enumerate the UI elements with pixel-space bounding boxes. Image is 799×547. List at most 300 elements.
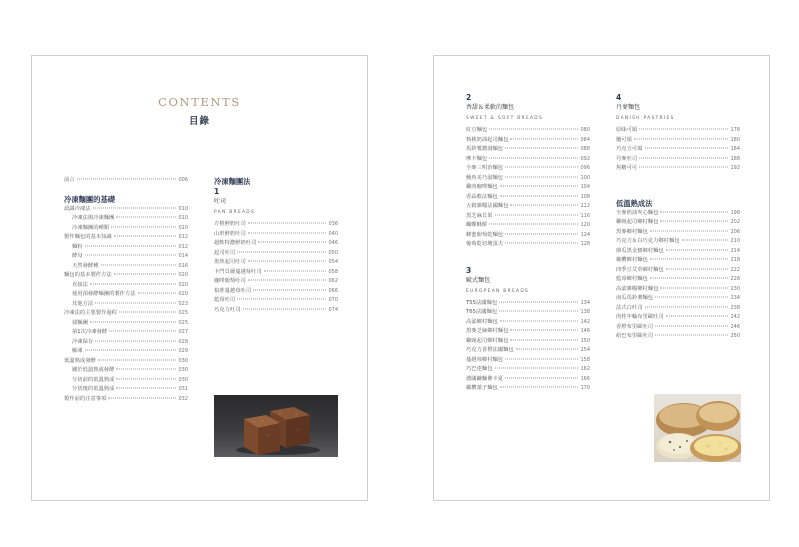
toc-entry (64, 385, 188, 395)
toc-entry-page: 210 (730, 238, 740, 244)
toc-entry-title: 黑芝麻貝果 (466, 212, 493, 219)
toc-entry-page: 023 (178, 300, 188, 307)
toc-entry (64, 395, 188, 405)
section-number: 2 (466, 93, 472, 102)
dot-leader (500, 320, 579, 321)
toc-entry (466, 231, 590, 241)
toc-entry (466, 346, 590, 356)
section-heading: 冷凍麵團法 (214, 177, 251, 186)
section-title: 丹麥麵包 (616, 104, 641, 111)
dot-leader (645, 148, 729, 149)
toc-entry (466, 337, 590, 347)
toc-entry (466, 240, 590, 250)
toc-entry-title: 酵母 (72, 253, 83, 259)
toc-entry-title: 高粱鄉村麵包 (466, 318, 498, 325)
toc-entry-title: 低溫熟成發酵 (64, 357, 96, 364)
toc-entry (616, 313, 740, 323)
toc-entry-page: 222 (730, 266, 740, 273)
toc-entry (616, 294, 740, 304)
toc-entry-page: 010 (178, 224, 188, 231)
dot-leader (95, 340, 176, 341)
toc-entry (466, 193, 590, 203)
toc-entry-title: 肉桂年輪布里歐吐司 (616, 314, 664, 320)
dot-leader (85, 255, 177, 256)
toc-entry (214, 249, 338, 259)
toc-entry-page: 192 (730, 165, 740, 171)
toc-entry (466, 202, 590, 212)
toc-entry-title: 丹麥吐司 (616, 155, 638, 162)
toc-entry-page: 120 (580, 222, 590, 228)
toc-entry-page: 046 (328, 240, 338, 246)
dot-leader (510, 138, 578, 139)
dot-leader (505, 243, 578, 244)
toc-entry-page: 134 (580, 299, 590, 306)
toc-column-sweet-european (466, 93, 590, 394)
toc-entry-page: 250 (730, 333, 740, 339)
toc-entry-page: 246 (730, 323, 740, 330)
toc-entry-title: 藍莓吐司 (214, 297, 236, 303)
toc-entry (214, 287, 338, 297)
toc-entry (616, 275, 740, 285)
toc-entry-page: 230 (730, 285, 740, 292)
toc-entry-page: 206 (730, 228, 740, 235)
toc-entry-page: 054 (328, 259, 338, 265)
toc-entry-title: 雞肉咖哩麵包 (466, 184, 498, 190)
dot-leader (248, 232, 327, 233)
dot-leader (666, 316, 729, 317)
section-title-english: DANISH PASTRIES (616, 116, 675, 121)
toc-entry-page: 142 (580, 318, 590, 325)
toc-entry-title: 麵粉 (72, 243, 83, 250)
dot-leader (666, 268, 729, 269)
dot-leader (500, 387, 579, 388)
toc-entry (466, 365, 590, 375)
dot-leader (499, 301, 578, 302)
dot-leader (114, 236, 177, 237)
toc-entry (64, 176, 188, 186)
dot-leader (650, 259, 729, 260)
dot-leader (682, 240, 729, 241)
toc-entry-title: 黑麥鄉村麵包 (616, 228, 648, 235)
toc-entry (214, 239, 338, 249)
toc-entry-title: 節瓜黑金寶鄉村麵包 (616, 247, 664, 254)
toc-entry-title: 咖啡葡萄吐司 (214, 278, 246, 284)
toc-entry (616, 237, 740, 247)
toc-entry-page: 036 (328, 221, 338, 227)
dot-leader (505, 358, 578, 359)
toc-entry-title: 香橙布里歐吐司 (616, 323, 654, 330)
toc-entry (64, 233, 188, 243)
toc-entry-page: 020 (178, 281, 188, 288)
dot-leader (499, 311, 578, 312)
toc-entry (466, 318, 590, 328)
toc-entry-page: 214 (730, 247, 740, 254)
toc-column-danish-low-temp (616, 93, 740, 342)
toc-entry-page: 014 (178, 253, 188, 259)
toc-entry-title: 鮪魚美乃滋麵包 (466, 174, 504, 181)
toc-entry-title: 巧克力＆白巧克力鄉村麵包 (616, 238, 680, 244)
toc-entry-page: 030 (178, 357, 188, 364)
toc-entry-page: 158 (580, 356, 590, 363)
toc-column-freezing-method (214, 176, 338, 315)
section-title: 吐司 (214, 198, 227, 205)
section-title-english: SWEET & SOFT BREADS (466, 116, 544, 121)
toc-entry-title: 德國鹼麵佛卡夏 (466, 375, 504, 382)
dot-leader (655, 325, 728, 326)
dot-leader (248, 280, 327, 281)
toc-entry (466, 174, 590, 184)
toc-entry (616, 209, 740, 219)
chocolate-bread-photo (214, 395, 338, 457)
dot-leader (111, 226, 176, 227)
toc-entry (214, 258, 338, 268)
toc-entry-page: 020 (178, 272, 188, 278)
dot-leader (505, 176, 578, 177)
toc-entry-title: 卡門貝爾蔓越莓吐司 (214, 268, 262, 275)
toc-entry-page: 238 (730, 304, 740, 311)
toc-entry-page: 202 (730, 219, 740, 225)
toc-entry-title: 巧克力吐司 (214, 306, 241, 313)
section-spacer (64, 186, 188, 194)
toc-entry-title: 焦糖可可 (616, 165, 638, 171)
dot-leader (655, 335, 728, 336)
toc-entry-title: 藍莓鄉村麵包 (616, 276, 648, 282)
section-title-english: PAN BREADS (214, 210, 256, 215)
dot-leader (650, 230, 729, 231)
toc-entry (64, 357, 188, 367)
toc-entry-title: 南瓜馬鈴薯麵包 (616, 295, 654, 301)
toc-entry-title: 全麥奶油夾心麵包 (616, 209, 659, 216)
toc-entry (466, 221, 590, 231)
toc-entry (64, 328, 188, 338)
toc-entry-page: 080 (580, 127, 590, 133)
section-number: 1 (214, 187, 220, 196)
dot-leader (253, 289, 326, 290)
dot-leader (90, 321, 177, 322)
dot-leader (237, 251, 326, 252)
toc-entry-title: 冷凍法的主要製作過程 (64, 310, 117, 316)
toc-entry-title: 鹽可頌 (616, 136, 632, 143)
toc-entry (466, 164, 590, 174)
toc-entry (466, 356, 590, 366)
toc-entry-title: T55法國麵包 (466, 299, 498, 306)
toc-entry-page: 074 (328, 306, 338, 313)
toc-entry-page: 025 (178, 319, 188, 326)
dot-leader (639, 167, 728, 168)
toc-entry (466, 136, 590, 146)
section-title: 歐式麵包 (466, 276, 491, 284)
toc-entry (64, 366, 188, 376)
toc-entry-page: 006 (178, 177, 188, 183)
dot-leader (655, 297, 728, 298)
toc-entry-title: 摩卡麵包 (466, 155, 488, 162)
dot-leader (237, 299, 326, 300)
toc-entry (616, 126, 740, 136)
dot-leader (77, 179, 177, 180)
dot-leader (495, 368, 579, 369)
toc-entry (616, 256, 740, 266)
toc-entry (616, 218, 740, 228)
toc-entry-title: 前言 (64, 177, 75, 183)
toc-entry-title: 葡萄乾切塊蛋夫 (466, 241, 504, 247)
toc-entry-page: 020 (178, 291, 188, 297)
toc-entry-title: 巧克力可頌 (616, 146, 643, 152)
toc-entry-page: 040 (328, 230, 338, 237)
toc-entry-page: 092 (580, 155, 590, 162)
toc-entry (616, 136, 740, 146)
toc-entry-title: 四季豆艾草鄉村麵包 (616, 266, 664, 273)
dot-leader (634, 138, 729, 139)
toc-entry-page: 170 (580, 385, 590, 391)
toc-entry (64, 309, 188, 319)
toc-entry (64, 271, 188, 281)
toc-entry-title: 認識冷凍法 (64, 205, 91, 212)
bread-photo (654, 394, 741, 462)
toc-entry-title: 冷凍法與冷凍麵團 (72, 215, 115, 221)
toc-entry (214, 268, 338, 278)
toc-entry-page: 198 (730, 209, 740, 216)
toc-entry-page: 162 (580, 366, 590, 372)
toc-entry-page: 138 (580, 309, 590, 315)
dot-leader (505, 148, 578, 149)
toc-entry-title: 山形鮮奶吐司 (214, 230, 246, 237)
section-number: 3 (466, 265, 472, 275)
section-spacer (616, 174, 740, 182)
toc-entry-title: 超軟特濃鮮奶吐司 (214, 240, 257, 246)
toc-entry-page: 066 (328, 287, 338, 294)
toc-entry-page: 027 (178, 329, 188, 335)
toc-entry (616, 266, 740, 276)
dot-leader (660, 221, 728, 222)
dot-leader (116, 217, 176, 218)
toc-entry (616, 145, 740, 155)
toc-entry-title: 墨魚起司吐司 (214, 259, 246, 265)
toc-entry-title: 蝴蝶酥餅 (466, 222, 488, 228)
dot-leader (108, 397, 176, 398)
section-heading: 低溫熟成法 (616, 198, 653, 208)
toc-entry (64, 224, 188, 234)
toc-entry-title: 冷凍麵團的種類 (72, 224, 110, 231)
right-page (433, 55, 770, 501)
dot-leader (645, 306, 729, 307)
toc-entry-title: 巧巴達麵包 (466, 366, 493, 372)
toc-entry-page: 104 (580, 184, 590, 190)
dot-leader (264, 270, 327, 271)
toc-entry (466, 126, 590, 136)
dot-leader (101, 264, 177, 265)
toc-entry (64, 347, 188, 357)
toc-entry (466, 183, 590, 193)
toc-entry-title: 原味可頌 (616, 127, 638, 133)
toc-entry-page: 010 (178, 215, 188, 221)
toc-entry-page: 029 (178, 348, 188, 354)
toc-entry-page: 096 (580, 165, 590, 171)
toc-entry (64, 214, 188, 224)
contents-title: CONTENTS (158, 95, 241, 109)
toc-entry (64, 205, 188, 215)
toc-entry-title: 馬鈴薯濃湯麵包 (466, 146, 504, 152)
toc-entry (466, 327, 590, 337)
toc-entry (214, 296, 338, 306)
section-title-english: EUROPEAN BREADS (466, 288, 530, 294)
toc-entry (214, 230, 338, 240)
toc-entry (64, 281, 188, 291)
toc-entry-title: 雞豌起司鄉村麵包 (616, 219, 659, 225)
toc-entry-title: 五穀雜糧法國麵包 (466, 203, 509, 209)
dot-leader (116, 369, 176, 370)
toc-entry-page: 112 (580, 203, 590, 209)
toc-entry-title: 製作前的注意事項 (64, 395, 107, 402)
toc-entry (214, 306, 338, 316)
dot-leader (489, 224, 578, 225)
toc-entry-title: 解凍 (72, 348, 83, 354)
section-spacer (466, 258, 590, 266)
dot-leader (639, 157, 728, 158)
toc-entry-title: 法式白吐司 (616, 304, 643, 311)
section-title: 香甜＆柔軟的麵包 (466, 104, 515, 111)
section-number: 4 (616, 93, 622, 102)
dot-leader (85, 350, 177, 351)
dot-leader (93, 207, 177, 208)
toc-entry-title: 使用預發酵麵團的製作方法 (72, 291, 136, 297)
dot-leader (95, 302, 176, 303)
toc-entry-page: 030 (178, 367, 188, 373)
toc-entry (214, 277, 338, 287)
toc-entry-title: 巧克力香橙法國麵包 (466, 347, 514, 353)
section-heading: 冷凍麵團的基礎 (64, 194, 116, 204)
toc-entry-page: 218 (730, 257, 740, 263)
toc-entry (466, 212, 590, 222)
section-spacer (466, 250, 590, 258)
toc-entry-page: 242 (730, 314, 740, 320)
toc-entry-page: 032 (178, 395, 188, 402)
toc-entry (64, 338, 188, 348)
toc-entry (616, 247, 740, 257)
toc-entry-page: 031 (178, 386, 188, 392)
dot-leader (85, 245, 177, 246)
toc-entry (64, 376, 188, 386)
toc-entry (616, 228, 740, 238)
toc-entry (214, 220, 338, 230)
toc-entry (64, 300, 188, 310)
toc-entry (466, 384, 590, 394)
toc-entry-title: 全麥三明治麵包 (466, 165, 504, 171)
toc-entry (466, 299, 590, 309)
toc-entry-page: 154 (580, 347, 590, 353)
toc-entry-page: 058 (328, 268, 338, 275)
toc-entry-title: 高粱雜糧鄉村麵包 (616, 285, 659, 292)
dot-leader (505, 377, 578, 378)
dot-leader (116, 378, 176, 379)
toc-entry-page: 100 (580, 174, 590, 181)
toc-entry-title: 第1次冷凍發酵 (72, 329, 108, 335)
toc-entry-title: 方格鮮奶吐司 (214, 221, 246, 227)
dot-leader (489, 129, 578, 130)
dot-leader (109, 331, 176, 332)
dot-leader (495, 214, 579, 215)
contents-header (32, 95, 367, 127)
dot-leader (660, 287, 728, 288)
toc-entry-page: 016 (178, 262, 188, 269)
toc-entry-title: 揉麵團 (72, 319, 88, 326)
toc-entry-title: 天然發酵種 (72, 262, 99, 269)
dot-leader (505, 233, 578, 234)
toc-entry-title: T65法國麵包 (466, 309, 498, 315)
toc-entry-title: 冷凍保存 (72, 338, 94, 345)
toc-entry-title: 黑麥芝麻鄉村麵包 (466, 328, 509, 334)
toc-entry-title: 關於低溫熟成發酵 (72, 367, 115, 373)
toc-entry-page: 180 (730, 136, 740, 143)
toc-entry-title: 橄欖鄉村麵包 (616, 257, 648, 263)
toc-entry-title: 分切後的低溫熟成 (72, 386, 115, 392)
toc-entry (616, 155, 740, 165)
toc-entry-page: 062 (328, 278, 338, 284)
toc-entry (616, 285, 740, 295)
toc-entry-page: 146 (580, 328, 590, 334)
toc-entry (64, 262, 188, 272)
toc-entry-title: 麵包的基本製作方法 (64, 272, 112, 278)
dot-leader (248, 261, 327, 262)
dot-leader (119, 312, 176, 313)
toc-entry-title: 紅豆麵包 (466, 127, 488, 133)
dot-leader (248, 223, 327, 224)
dot-leader (489, 157, 578, 158)
toc-entry-title: 其他方法 (72, 300, 94, 307)
toc-entry (616, 323, 740, 333)
toc-entry-page: 084 (580, 136, 590, 143)
toc-entry-page: 226 (730, 276, 740, 282)
toc-entry-title: 分切前的低溫熟成 (72, 376, 115, 383)
section-spacer (616, 190, 740, 198)
toc-entry-title: 蜂蜜葡萄乾麵包 (466, 231, 504, 238)
toc-entry (616, 332, 740, 342)
dot-leader (505, 167, 578, 168)
contents-subtitle: 目錄 (188, 116, 210, 127)
toc-entry-title: 製作麵包的基本知識 (64, 234, 112, 240)
dot-leader (639, 129, 728, 130)
dot-leader (116, 388, 176, 389)
toc-entry-page: 070 (328, 297, 338, 303)
toc-entry-page: 150 (580, 337, 590, 344)
toc-entry-page: 050 (328, 249, 338, 256)
toc-column-basics (64, 176, 188, 404)
toc-entry-title: 直接法 (72, 281, 88, 288)
toc-entry-title: 香蒜軟法麵包 (466, 193, 498, 200)
toc-entry-page: 010 (178, 205, 188, 212)
dot-leader (114, 274, 177, 275)
toc-entry-page: 128 (580, 241, 590, 247)
toc-entry (466, 308, 590, 318)
dot-leader (258, 242, 326, 243)
toc-entry (64, 319, 188, 329)
dot-leader (138, 293, 177, 294)
toc-entry-page: 028 (178, 338, 188, 345)
toc-entry-page: 025 (178, 310, 188, 316)
dot-leader (666, 249, 729, 250)
toc-entry-page: 012 (178, 243, 188, 250)
toc-entry-page: 124 (580, 231, 590, 238)
toc-entry (64, 252, 188, 262)
dot-leader (90, 283, 177, 284)
toc-entry (466, 155, 590, 165)
toc-entry-title: 橄欖葉子麵包 (466, 385, 498, 391)
dot-leader (650, 278, 729, 279)
dot-leader (510, 339, 578, 340)
toc-entry-title: 柏蔗蔓越莓吐司 (214, 287, 252, 294)
toc-entry (616, 164, 740, 174)
toc-entry (616, 304, 740, 314)
toc-entry (64, 290, 188, 300)
